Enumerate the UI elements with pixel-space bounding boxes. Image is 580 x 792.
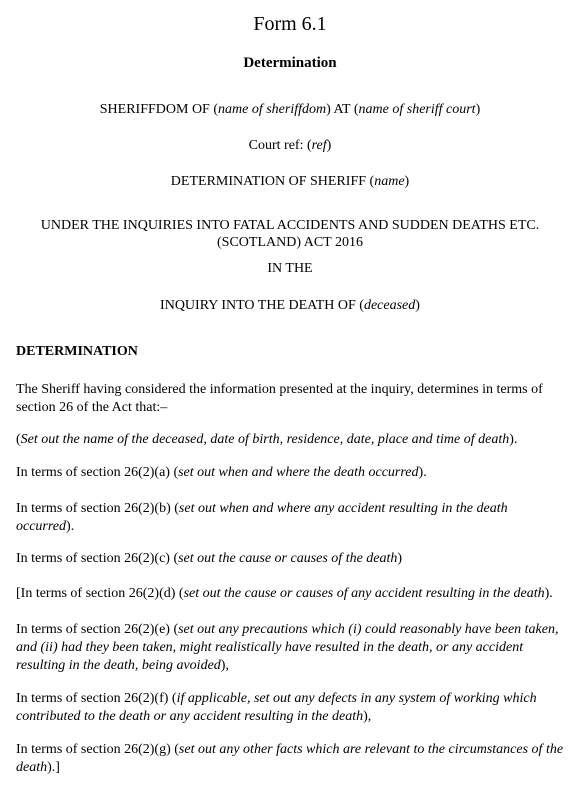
paragraph-26-2-f (16, 690, 568, 726)
inquiry-suffix: ) (415, 298, 420, 313)
inquiry-line (20, 297, 560, 315)
act-title-line-2: (SCOTLAND) ACT 2016 (217, 235, 363, 250)
sheriff-court-name: name of sheriff court (358, 102, 476, 117)
p8-prefix: In terms of section 26(2)(g) ( (16, 742, 179, 757)
p2-prefix: In terms of section 26(2)(a) ( (16, 465, 179, 480)
p3-instruction: set out when and where any accident resulting in the death occurred (16, 501, 508, 534)
paragraph-26-2-d (16, 585, 568, 603)
p4-suffix: ) (397, 551, 403, 566)
form-title: Form 6.1 (253, 13, 327, 35)
p4-instruction: set out the cause or causes of the death (178, 551, 398, 566)
in-the-line: IN THE (267, 261, 313, 276)
act-title-line-1: UNDER THE INQUIRIES INTO FATAL ACCIDENTS AND SUDDEN DEATHS ETC. (40, 218, 540, 233)
p7-suffix: ), (363, 709, 372, 724)
p2-instruction: set out when and where the death occurred (178, 465, 419, 480)
p4-prefix: In terms of section 26(2)(c) ( (16, 551, 179, 566)
paragraph-26-2-a (16, 464, 568, 482)
determination-prefix: DETERMINATION OF SHERIFF ( (170, 174, 375, 189)
p1-open: ( (16, 432, 21, 447)
p5-instruction: set out the cause or causes of any accident resulting in the death (183, 586, 545, 601)
paragraph-26-2-c (16, 550, 568, 568)
p8-instruction: set out any other facts which are relevant to the circumstances of the death (16, 742, 564, 775)
p5-prefix: [In terms of section 26(2)(d) ( (16, 586, 184, 601)
p3-prefix: In terms of section 26(2)(b) ( (16, 501, 179, 516)
p3-suffix: ). (66, 519, 75, 534)
p8-suffix: ).] (47, 760, 60, 775)
court-ref-suffix: ) (326, 138, 332, 153)
form-subtitle: Determination (243, 55, 337, 71)
sheriffdom-mid: ) AT ( (326, 102, 359, 117)
section-heading: DETERMINATION (16, 344, 138, 359)
determination-suffix: ) (404, 174, 410, 189)
inquiry-prefix: INQUIRY INTO THE DEATH OF ( (160, 298, 364, 313)
sheriffdom-name: name of sheriffdom (218, 102, 327, 117)
court-ref-prefix: Court ref: ( (248, 138, 312, 153)
deceased-name: deceased (363, 298, 416, 313)
p2-suffix: ). (418, 465, 427, 480)
court-ref-line (20, 137, 560, 155)
p7-instruction: if applicable, set out any defects in any system of working which contributed to the death or any accident resulting in the death (16, 691, 537, 724)
p1-instruction: Set out the name of the deceased, date of birth, residence, date, place and time of death (20, 432, 510, 447)
sheriff-name: name (374, 174, 405, 189)
p6-instruction: set out any precautions which (i) could reasonably have been taken, and (ii) had they been taken, might realistically have resulted in the death, or any accident resulting in the death, being avoided (16, 622, 559, 673)
p1-close: ). (509, 432, 518, 447)
p6-prefix: In terms of section 26(2)(e) ( (16, 622, 179, 637)
p6-suffix: ), (220, 658, 229, 673)
intro-paragraph: The Sheriff having considered the information presented at the inquiry, determines in terms of section 26 of the Act that:– (16, 382, 543, 415)
sheriffdom-line (20, 101, 560, 119)
p7-prefix: In terms of section 26(2)(f) ( (16, 691, 177, 706)
court-ref-value: ref (311, 138, 327, 153)
p5-suffix: ). (544, 586, 553, 601)
paragraph-death-details (16, 431, 568, 449)
sheriffdom-prefix: SHERIFFDOM OF ( (99, 102, 218, 117)
paragraph-26-2-e (16, 621, 568, 675)
paragraph-26-2-g (16, 741, 568, 777)
determination-of-sheriff-line (20, 173, 560, 191)
paragraph-26-2-b (16, 500, 568, 536)
sheriffdom-suffix: ) (475, 102, 481, 117)
